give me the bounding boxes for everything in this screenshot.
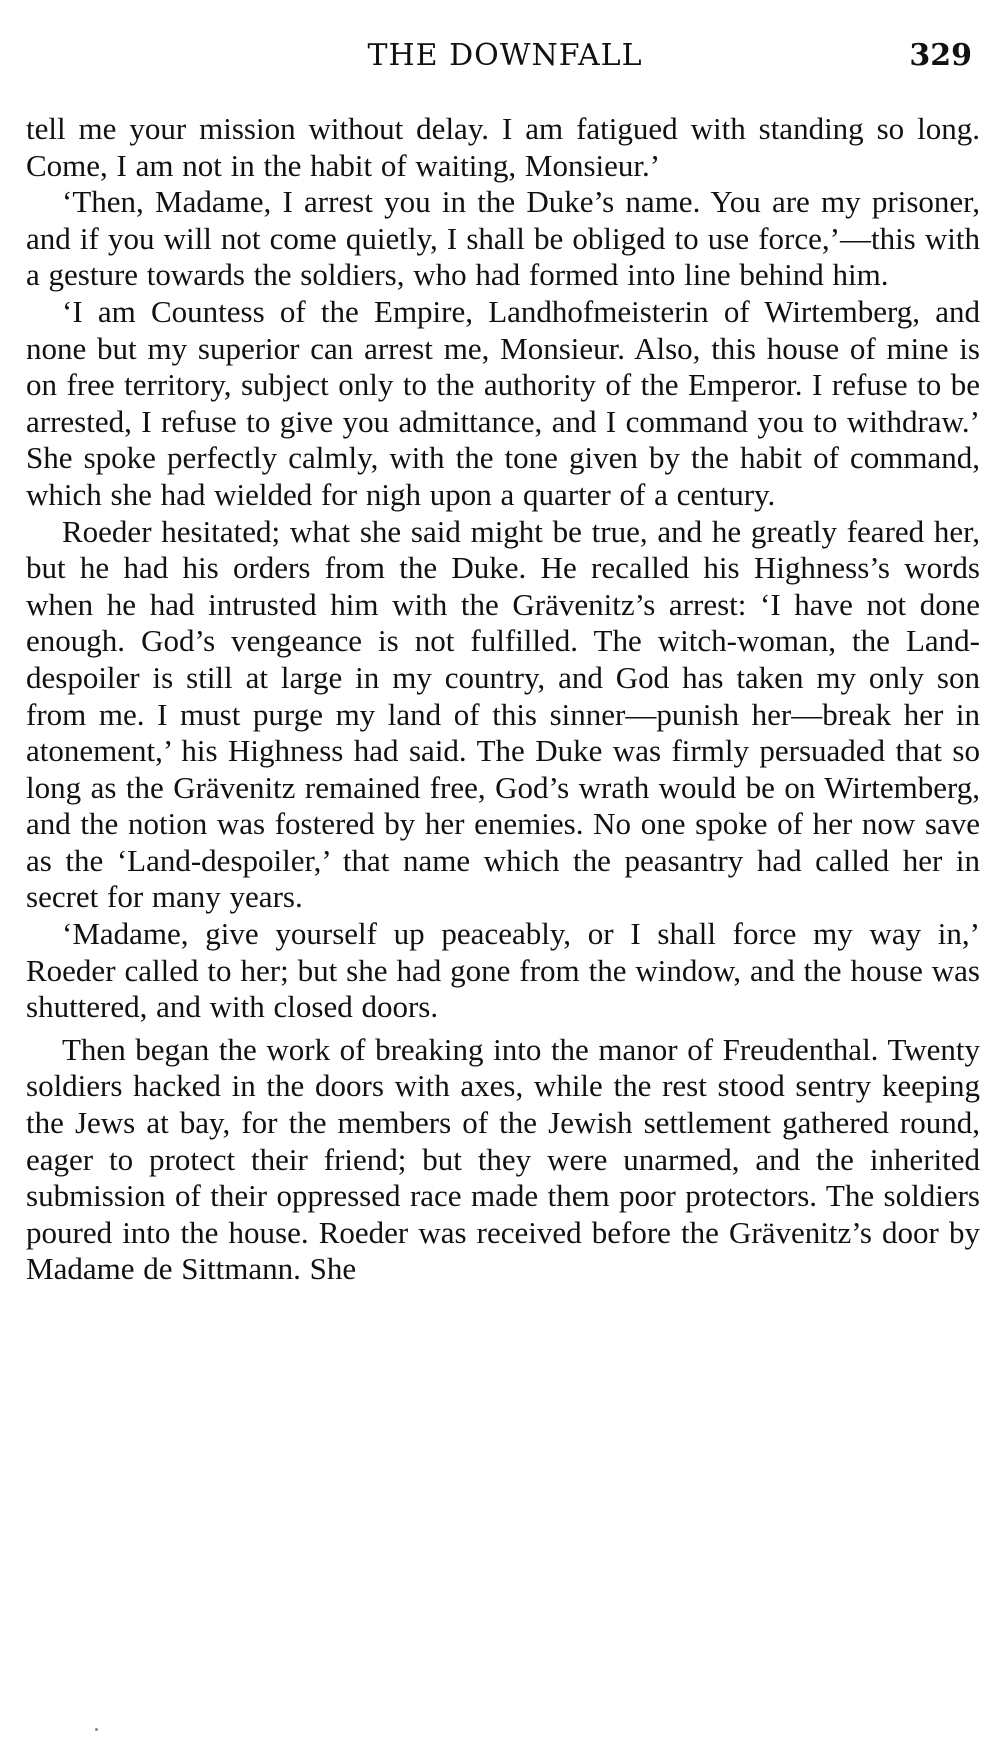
- page-number: 329: [909, 38, 972, 73]
- paragraph: Then began the work of breaking into the manor of Freudenthal. Twenty soldiers hacked in the doors with axes, while the rest stood sentry keeping the Jews at bay, for the members of the Jewish settlement gathered round, eager to protect their friend; but they were unarmed, and the inherited submission of their oppressed race made them poor protectors. The soldiers poured into the house. Roeder was received before the Grävenitz’s door by Madame de Sittmann. She: [26, 1031, 980, 1287]
- paragraph: Roeder hesitated; what she said might be true, and he greatly feared her, but he had his orders from the Duke. He recalled his Highness’s words when he had intrusted him with the Grävenitz’s arrest: ‘I have not done enough. God’s vengeance is not fulfilled. The witch-woman, the Land-despoiler is still at large in my country, and God has taken my only son from me. I must purge my land of this sinner—punish her—break her in atonement,’ his Highness had said. The Duke was firmly persuaded that so long as the Grävenitz remained free, God’s wrath would be on Wirtemberg, and the notion was fostered by her enemies. No one spoke of her now save as the ‘Land-despoiler,’ that name which the peasantry had called her in secret for many years.: [26, 513, 980, 915]
- paragraph: tell me your mission without delay. I am fatigued with standing so long. Come, I am not in the habit of waiting, Monsieur.’: [26, 111, 980, 183]
- body-text: [26, 111, 980, 1288]
- page-header: [26, 34, 984, 78]
- paragraph: ‘Madame, give yourself up peaceably, or I shall force my way in,’ Roeder called to her; but she had gone from the window, and the house was shuttered, and with closed doors.: [26, 916, 980, 1025]
- running-title: THE DOWNFALL: [367, 38, 643, 73]
- paragraph: ‘Then, Madame, I arrest you in the Duke’s name. You are my prisoner, and if you will not come quietly, I shall be obliged to use force,’—this with a gesture towards the soldiers, who had formed into line behind him.: [26, 184, 980, 293]
- print-speck: [95, 1728, 98, 1731]
- paragraph: ‘I am Countess of the Empire, Landhofmeisterin of Wirtemberg, and none but my superior can arrest me, Monsieur. Also, this house of mine is on free territory, subject only to the authority of the Emperor. I refuse to be arrested, I refuse to give you admittance, and I command you to withdraw.’ She spoke perfectly calmly, with the tone given by the habit of command, which she had wielded for nigh upon a quarter of a century.: [26, 293, 980, 512]
